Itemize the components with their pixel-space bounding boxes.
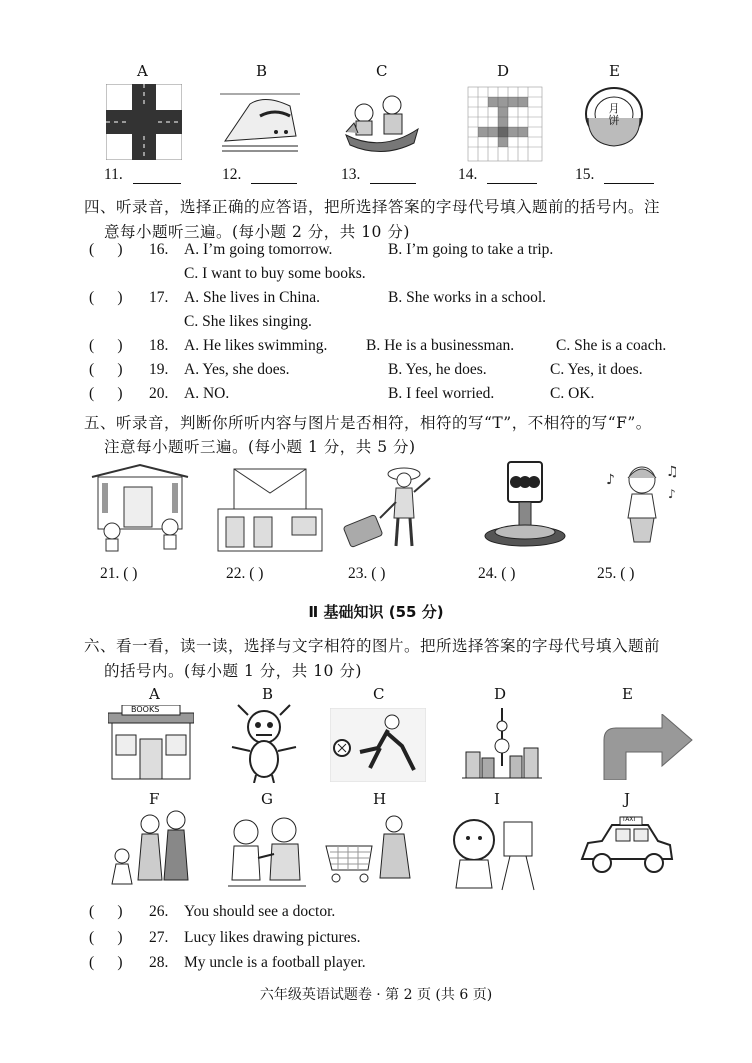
sec6-letter-c: C	[373, 685, 385, 703]
answer-bracket[interactable]: ( )	[89, 954, 123, 971]
sec6-heading: 六、看一看，读一读，选择与文字相符的图片。把所选择答案的字母代号填入题前	[84, 637, 661, 655]
q23-bracket[interactable]: 23. ( )	[348, 565, 386, 582]
q27-num: 27.	[149, 929, 169, 946]
sec6-letter-h: H	[373, 790, 387, 808]
q25-bracket[interactable]: 25. ( )	[597, 565, 635, 582]
q19-option-c: C. Yes, it does.	[550, 361, 643, 378]
q19-num: 19.	[149, 361, 169, 378]
sec3-num-15: 15.	[575, 166, 654, 184]
shopping-cart-icon	[322, 812, 420, 888]
sec6-letter-d: D	[494, 685, 507, 703]
dragon-boat-icon	[344, 87, 420, 155]
q17-num: 17.	[149, 289, 169, 306]
page-footer: 六年级英语试题卷 · 第 2 页 (共 6 页)	[259, 987, 493, 1003]
part2-title: Ⅱ 基础知识 (55 分)	[308, 603, 444, 621]
q18-num: 18.	[149, 337, 169, 354]
post-office-icon	[214, 463, 326, 553]
answer-bracket[interactable]: ( )	[89, 337, 123, 354]
sec3-letter-a: A	[137, 62, 148, 80]
sec4-heading: 四、听录音，选择正确的应答语，把所选择答案的字母代号填入题前的括号内。注	[84, 198, 661, 216]
q28-text: My uncle is a football player.	[184, 954, 366, 971]
sec6-letter-j: J	[624, 790, 631, 808]
crossroad-icon	[106, 84, 182, 160]
q17-option-a: A. She lives in China.	[184, 289, 321, 306]
sec6-letter-e: E	[622, 685, 633, 703]
q21-bracket[interactable]: 21. ( )	[100, 565, 138, 582]
crossword-icon	[466, 85, 544, 163]
q20-num: 20.	[149, 385, 169, 402]
q18-option-a: A. He likes swimming.	[184, 337, 328, 354]
q17-option-b: B. She works in a school.	[388, 289, 547, 306]
sec5-heading: 五、听录音，判断你所听内容与图片是否相符，相符的写“T”，不相符的写“F”。	[84, 414, 652, 432]
sec6-letter-b: B	[262, 685, 274, 703]
answer-bracket[interactable]: ( )	[89, 241, 123, 258]
football-player-icon	[330, 708, 426, 782]
traveler-icon	[340, 462, 440, 552]
q20-option-b: B. I feel worried.	[388, 385, 495, 402]
q27-text: Lucy likes drawing pictures.	[184, 929, 361, 946]
q26-num: 26.	[149, 903, 169, 920]
q18-option-c: C. She is a coach.	[556, 337, 667, 354]
answer-bracket[interactable]: ( )	[89, 385, 123, 402]
sec3-num-11: 11.	[104, 166, 181, 184]
sec6-letter-a: A	[149, 685, 160, 703]
q18-option-b: B. He is a businessman.	[366, 337, 515, 354]
sec3-letter-d: D	[497, 62, 510, 80]
q22-bracket[interactable]: 22. ( )	[226, 565, 264, 582]
q16-option-b: B. I’m going to take a trip.	[388, 241, 554, 258]
sec6-heading2: 的括号内。(每小题 1 分，共 10 分)	[104, 662, 362, 680]
svg-text:♪: ♪	[606, 472, 615, 488]
q19-option-a: A. Yes, she does.	[184, 361, 290, 378]
q28-num: 28.	[149, 954, 169, 971]
city-skyline-icon	[462, 706, 542, 780]
answer-bracket[interactable]: ( )	[89, 361, 123, 378]
traffic-light-icon	[482, 458, 568, 550]
sec3-letter-c: C	[376, 62, 388, 80]
svg-text:♫: ♫	[666, 464, 679, 480]
sec6-letter-g: G	[261, 790, 273, 808]
answer-bracket[interactable]: ( )	[89, 929, 123, 946]
family-icon	[106, 810, 206, 892]
answer-bracket[interactable]: ( )	[89, 289, 123, 306]
sec3-num-14: 14.	[458, 166, 537, 184]
q16-option-c: C. I want to buy some books.	[184, 265, 366, 282]
q24-bracket[interactable]: 24. ( )	[478, 565, 516, 582]
mooncake-text: 月饼	[608, 102, 620, 127]
answer-bracket[interactable]: ( )	[89, 903, 123, 920]
sec4-heading2: 意每小题听三遍。(每小题 2 分，共 10 分)	[104, 223, 410, 241]
q26-text: You should see a doctor.	[184, 903, 336, 920]
sec3-letter-e: E	[609, 62, 620, 80]
q16-option-a: A. I’m going tomorrow.	[184, 241, 333, 258]
sec3-letter-b: B	[256, 62, 268, 80]
music-girl-icon	[600, 458, 684, 550]
doctor-icon	[218, 810, 314, 892]
q16-num: 16.	[149, 241, 169, 258]
sec3-num-13: 13.	[341, 166, 416, 184]
bookstore-sign: BOOKS	[131, 705, 160, 714]
q20-option-c: C. OK.	[550, 385, 595, 402]
bookstore-icon	[108, 705, 194, 781]
train-icon	[220, 86, 300, 156]
sec6-letter-i: I	[494, 790, 500, 808]
svg-text:♪: ♪	[668, 487, 676, 501]
sec5-heading2: 注意每小题听三遍。(每小题 1 分，共 5 分)	[104, 438, 416, 456]
turn-right-arrow-icon	[596, 714, 694, 780]
sec3-num-12: 12.	[222, 166, 297, 184]
taxi-icon	[578, 815, 676, 879]
girl-drawing-icon	[440, 812, 540, 892]
sec6-letter-f: F	[149, 790, 160, 808]
spring-festival-icon	[86, 463, 194, 553]
germ-monster-icon	[226, 703, 302, 783]
q17-option-c: C. She likes singing.	[184, 313, 312, 330]
q19-option-b: B. Yes, he does.	[388, 361, 487, 378]
taxi-sign: TAXI	[622, 816, 636, 823]
q20-option-a: A. NO.	[184, 385, 230, 402]
